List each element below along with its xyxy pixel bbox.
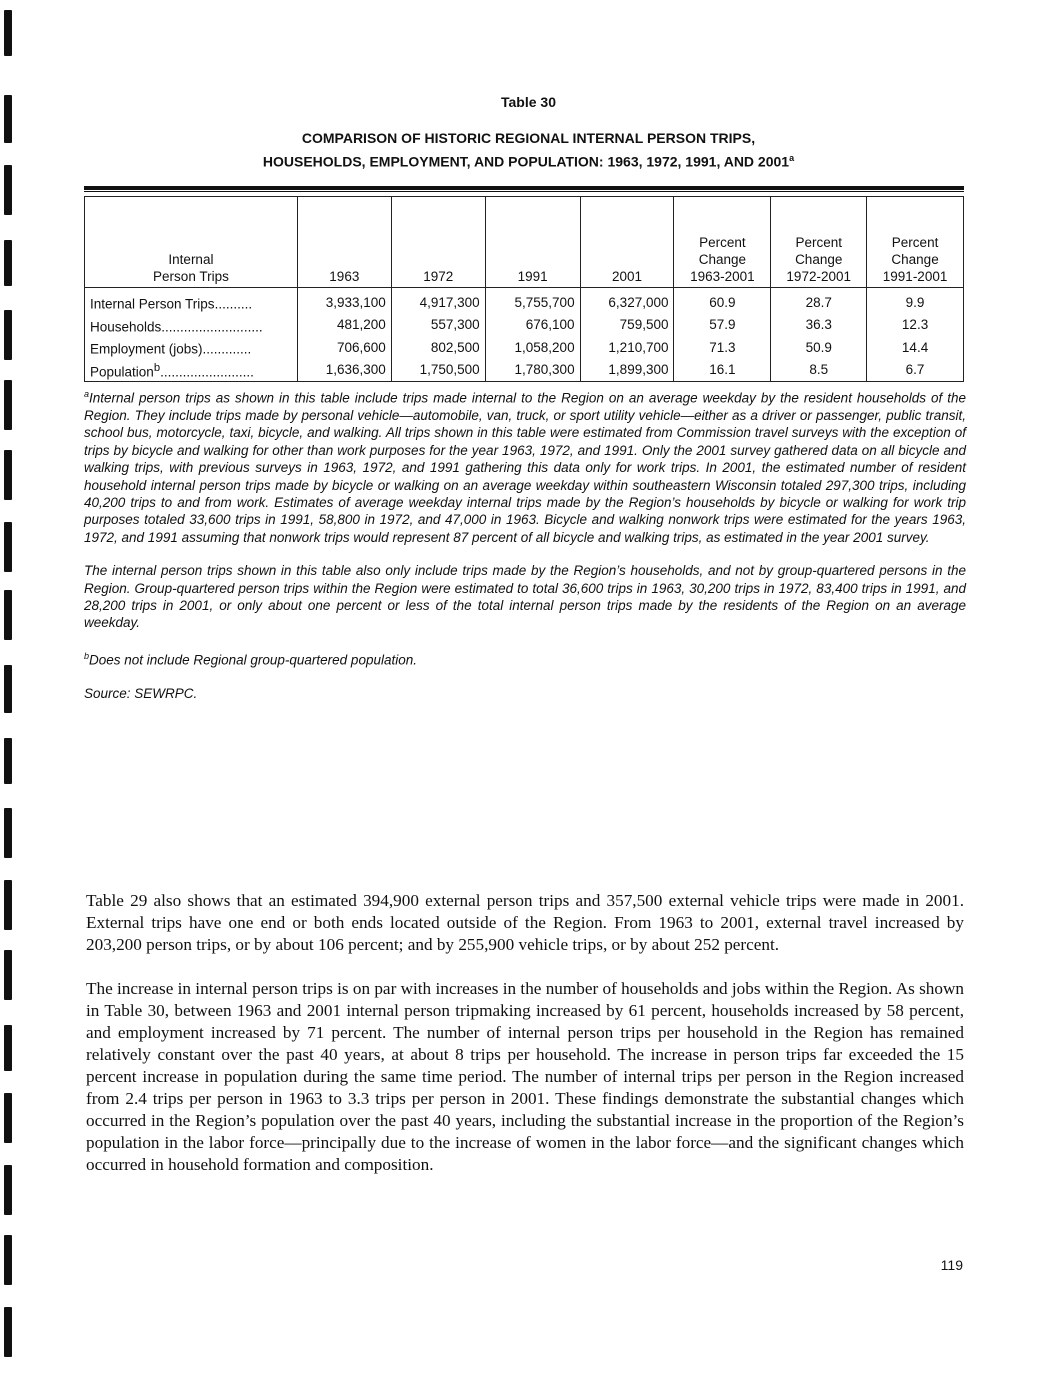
table-cell: 1,750,500 — [391, 359, 485, 382]
page-number: 119 — [940, 1257, 963, 1273]
binding-mark — [4, 1235, 12, 1285]
footnote-b — [84, 648, 966, 669]
column-header: 1991 — [485, 197, 580, 288]
body-paragraph: The increase in internal person trips is on par with increases in the number of households and jobs within the Region. As shown in Table 30, between 1963 and 2001 internal person tripmaking increased by 61 percent, households increased by 58 percent, and employment increased by 71 percent. The number of internal person trips per household in the Region has remained relatively constant over the past 40 years, at about 8 trips per household. The increase in person trips far exceeded the 15 percent increase in population during the same time period. The number of internal trips per person in the Region increased from 2.4 trips per person in 1963 to 3.3 trips per person in 2001. These findings demonstrate the substantial changes which occurred in the Region’s population over the past 40 years, including the substantial increase in the proportion of the Region’s population in the labor force—principally due to the increase of women in the labor force—and the significant changes which occurred in household formation and composition. — [86, 979, 964, 1174]
table-cell: 1,636,300 — [297, 359, 391, 382]
table-cell: 5,755,700 — [485, 288, 580, 314]
row-label: Population$^b$......................... — [85, 359, 298, 382]
binding-mark — [4, 590, 12, 640]
binding-mark — [4, 165, 12, 215]
binding-mark — [4, 380, 12, 430]
binding-mark — [4, 10, 12, 56]
binding-mark — [4, 950, 12, 1000]
binding-mark — [4, 880, 12, 930]
table-cell: 706,600 — [297, 336, 391, 359]
comparison-table — [84, 196, 964, 382]
table-title-line-2 — [0, 148, 1057, 172]
table-cell: 9.9 — [867, 288, 964, 314]
binding-mark — [4, 665, 12, 713]
binding-mark — [4, 240, 12, 286]
table-top-rule-thin — [84, 191, 964, 192]
binding-mark — [4, 808, 12, 858]
column-header: 2001 — [580, 197, 674, 288]
binding-mark — [4, 450, 12, 500]
table-cell: 4,917,300 — [391, 288, 485, 314]
source-note: Source: SEWRPC. — [84, 685, 198, 701]
body-paragraph: Table 29 also shows that an estimated 394,900 external person trips and 357,500 external vehicle trips were made in 2001. External trips have one end or both ends located outside of the Region. From 1963 to 2001, external travel increased by 203,200 person trips, or by about 106 percent; and by 255,900 vehicle trips, or by about 252 percent. — [86, 891, 964, 954]
table-cell: 1,058,200 — [485, 336, 580, 359]
table-title-line-1: COMPARISON OF HISTORIC REGIONAL INTERNAL PERSON TRIPS, — [301, 130, 756, 146]
table-cell: 50.9 — [771, 336, 867, 359]
table-cell: 802,500 — [391, 336, 485, 359]
row-label: Internal Person Trips.......... — [85, 288, 298, 314]
table-cell: 57.9 — [674, 314, 771, 337]
table-cell: 60.9 — [674, 288, 771, 314]
column-header: Percent Change 1991-2001 — [867, 197, 964, 288]
binding-mark — [4, 1025, 12, 1071]
footnote-a-continued: The internal person trips shown in this table also only include trips made by the Region’s households, and not by group-quartered persons in the Region. Group-quartered person trips within the Region were estimated to total 36,600 trips in 1963, 30,200 trips in 1972, 83,400 trips in 1991, and 28,200 trips in 2001, or only about one percent or less of the total internal person trips made by the residents of the Region on an average weekday. — [84, 563, 966, 631]
table-cell: 6,327,000 — [580, 288, 674, 314]
binding-mark — [4, 1307, 12, 1357]
column-header: 1963 — [297, 197, 391, 288]
column-header: 1972 — [391, 197, 485, 288]
footnote-b-mark: b — [84, 650, 90, 661]
table-top-rule — [84, 186, 964, 190]
table-cell: 36.3 — [771, 314, 867, 337]
table-row — [85, 336, 964, 359]
table-cell: 3,933,100 — [297, 288, 391, 314]
table-cell: 71.3 — [674, 336, 771, 359]
footnote-a — [84, 386, 966, 546]
binding-mark — [4, 522, 12, 572]
table-cell: 1,899,300 — [580, 359, 674, 382]
table-cell: 8.5 — [771, 359, 867, 382]
table-cell: 12.3 — [867, 314, 964, 337]
column-header: Percent Change 1963-2001 — [674, 197, 771, 288]
table-title-footnote-mark: a — [789, 153, 795, 163]
table-row — [85, 359, 964, 382]
binding-mark — [4, 1093, 12, 1143]
table-cell: 481,200 — [297, 314, 391, 337]
table-title-line-2-text: HOUSEHOLDS, EMPLOYMENT, AND POPULATION: 1963, 1972, 1991, AND 2001 — [262, 153, 790, 170]
table-row — [85, 314, 964, 337]
table-title — [0, 128, 1057, 172]
table-cell: 14.4 — [867, 336, 964, 359]
row-label: Households........................... — [85, 314, 298, 337]
table-header-row — [85, 197, 964, 288]
table-cell: 1,780,300 — [485, 359, 580, 382]
binding-mark — [4, 1165, 12, 1215]
table-cell: 6.7 — [867, 359, 964, 382]
table-footnotes — [84, 386, 966, 718]
column-header: Internal Person Trips — [85, 197, 298, 288]
table-label: Table 30 — [501, 94, 556, 110]
column-header: Percent Change 1972-2001 — [771, 197, 867, 288]
binding-mark — [4, 310, 12, 360]
footnote-a-mark: a — [84, 389, 90, 399]
binding-mark — [4, 738, 12, 784]
table-cell: 1,210,700 — [580, 336, 674, 359]
table-row — [85, 288, 964, 314]
table-cell: 557,300 — [391, 314, 485, 337]
table-cell: 16.1 — [674, 359, 771, 382]
row-label: Employment (jobs)............. — [85, 336, 298, 359]
footnote-a-text: Internal person trips as shown in this table include trips made internal to the Region on an average weekday by the resident households of the Region. They include trips made by personal vehicle—automobile, van, truck, or sport utility vehicle—either as a driver or passenger, public transit, school bus, motorcycle, taxi, bicycle, and walking. All trips shown in this table were estimated from Commission travel surveys with the exception of trips by bicycle and walking for other than work purposes for the year 1963, 1972, and 1991. Only the 2001 survey gathered data on all bicycle and walking trips, with previous surveys in 1963, 1972, and 1991 gathering this data only for work trips. In 2001, the estimated number of resident household internal person trips made by bicycle or walking on an average weekday within southeastern Wisconsin totaled 297,300 trips, including 40,200 trips to and from work. Estimates of average weekday internal trips made by the Region’s households by bicycle or walking for work trip purposes totaled 33,600 trips in 1991, 58,800 in 1972, and 47,000 in 1963. Bicycle and walking nonwork trips were estimated for the years 1963, 1972, and 1991 assuming that nonwork trips would represent 87 percent of all bicycle and walking trips, as estimated in the year 2001 survey. — [84, 390, 966, 545]
body-text — [86, 890, 964, 1198]
table-cell: 759,500 — [580, 314, 674, 337]
table-cell: 28.7 — [771, 288, 867, 314]
footnote-b-text: Does not include Regional group-quartered population. — [89, 652, 417, 668]
table-cell: 676,100 — [485, 314, 580, 337]
